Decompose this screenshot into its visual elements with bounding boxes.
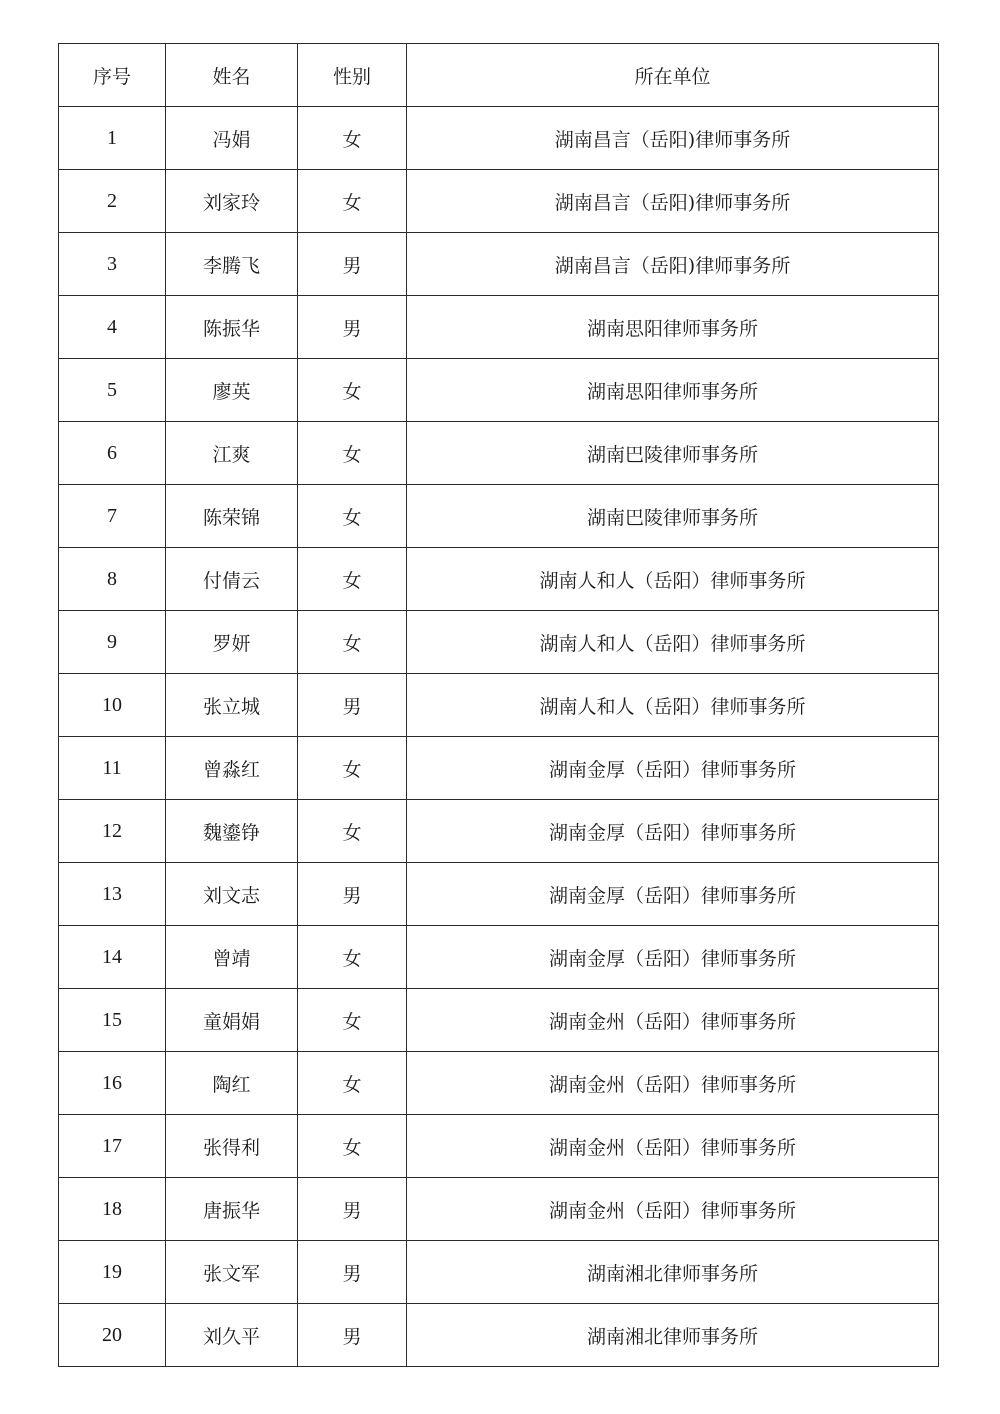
cell-name: 刘家玲 xyxy=(166,170,298,233)
cell-organization: 湖南金州（岳阳）律师事务所 xyxy=(407,1178,939,1241)
table-row xyxy=(59,1115,939,1178)
cell-gender: 男 xyxy=(298,1241,407,1304)
cell-gender: 女 xyxy=(298,359,407,422)
cell-organization: 湖南思阳律师事务所 xyxy=(407,359,939,422)
cell-gender: 男 xyxy=(298,1178,407,1241)
cell-organization: 湖南巴陵律师事务所 xyxy=(407,422,939,485)
cell-index: 2 xyxy=(59,170,166,233)
cell-organization: 湖南湘北律师事务所 xyxy=(407,1304,939,1367)
cell-index: 9 xyxy=(59,611,166,674)
cell-index: 11 xyxy=(59,737,166,800)
cell-gender: 女 xyxy=(298,737,407,800)
cell-organization: 湖南金厚（岳阳）律师事务所 xyxy=(407,737,939,800)
cell-name: 刘文志 xyxy=(166,863,298,926)
cell-gender: 女 xyxy=(298,1052,407,1115)
cell-name: 冯娟 xyxy=(166,107,298,170)
table-row xyxy=(59,1241,939,1304)
cell-name: 陈振华 xyxy=(166,296,298,359)
cell-gender: 女 xyxy=(298,548,407,611)
cell-index: 17 xyxy=(59,1115,166,1178)
cell-gender: 男 xyxy=(298,296,407,359)
cell-name: 罗妍 xyxy=(166,611,298,674)
cell-organization: 湖南人和人（岳阳）律师事务所 xyxy=(407,674,939,737)
table-row xyxy=(59,863,939,926)
cell-gender: 女 xyxy=(298,611,407,674)
cell-index: 15 xyxy=(59,989,166,1052)
cell-name: 曾淼红 xyxy=(166,737,298,800)
cell-name: 唐振华 xyxy=(166,1178,298,1241)
table-row xyxy=(59,107,939,170)
cell-gender: 男 xyxy=(298,1304,407,1367)
table-row xyxy=(59,989,939,1052)
table-row xyxy=(59,800,939,863)
cell-gender: 女 xyxy=(298,422,407,485)
cell-name: 陈荣锦 xyxy=(166,485,298,548)
cell-organization: 湖南人和人（岳阳）律师事务所 xyxy=(407,611,939,674)
header-gender: 性别 xyxy=(298,44,407,107)
header-index: 序号 xyxy=(59,44,166,107)
table-row xyxy=(59,422,939,485)
cell-organization: 湖南昌言（岳阳)律师事务所 xyxy=(407,170,939,233)
cell-name: 曾靖 xyxy=(166,926,298,989)
table-body xyxy=(59,107,939,1367)
table-row xyxy=(59,674,939,737)
cell-index: 5 xyxy=(59,359,166,422)
cell-index: 13 xyxy=(59,863,166,926)
table-row xyxy=(59,1052,939,1115)
cell-name: 付倩云 xyxy=(166,548,298,611)
header-name: 姓名 xyxy=(166,44,298,107)
table-row xyxy=(59,737,939,800)
cell-index: 19 xyxy=(59,1241,166,1304)
cell-organization: 湖南金州（岳阳）律师事务所 xyxy=(407,1052,939,1115)
table-header-row xyxy=(59,44,939,107)
cell-index: 12 xyxy=(59,800,166,863)
cell-organization: 湖南金州（岳阳）律师事务所 xyxy=(407,1115,939,1178)
table-row xyxy=(59,1178,939,1241)
cell-index: 18 xyxy=(59,1178,166,1241)
cell-name: 江爽 xyxy=(166,422,298,485)
cell-index: 16 xyxy=(59,1052,166,1115)
cell-index: 8 xyxy=(59,548,166,611)
cell-name: 张立城 xyxy=(166,674,298,737)
roster-table xyxy=(58,43,939,1367)
cell-organization: 湖南思阳律师事务所 xyxy=(407,296,939,359)
cell-gender: 男 xyxy=(298,863,407,926)
cell-organization: 湖南金厚（岳阳）律师事务所 xyxy=(407,926,939,989)
cell-organization: 湖南昌言（岳阳)律师事务所 xyxy=(407,233,939,296)
cell-organization: 湖南昌言（岳阳)律师事务所 xyxy=(407,107,939,170)
table-row xyxy=(59,170,939,233)
table-row xyxy=(59,485,939,548)
table-row xyxy=(59,359,939,422)
cell-index: 1 xyxy=(59,107,166,170)
cell-index: 4 xyxy=(59,296,166,359)
cell-name: 陶红 xyxy=(166,1052,298,1115)
cell-gender: 女 xyxy=(298,485,407,548)
cell-name: 刘久平 xyxy=(166,1304,298,1367)
cell-gender: 女 xyxy=(298,800,407,863)
cell-gender: 女 xyxy=(298,107,407,170)
cell-name: 张文军 xyxy=(166,1241,298,1304)
table-row xyxy=(59,296,939,359)
cell-index: 14 xyxy=(59,926,166,989)
table-row xyxy=(59,1304,939,1367)
cell-organization: 湖南金州（岳阳）律师事务所 xyxy=(407,989,939,1052)
cell-organization: 湖南湘北律师事务所 xyxy=(407,1241,939,1304)
cell-organization: 湖南人和人（岳阳）律师事务所 xyxy=(407,548,939,611)
cell-organization: 湖南金厚（岳阳）律师事务所 xyxy=(407,863,939,926)
table-row xyxy=(59,926,939,989)
cell-index: 7 xyxy=(59,485,166,548)
cell-gender: 男 xyxy=(298,233,407,296)
cell-name: 魏鎏铮 xyxy=(166,800,298,863)
cell-gender: 女 xyxy=(298,989,407,1052)
cell-gender: 女 xyxy=(298,1115,407,1178)
cell-name: 童娟娟 xyxy=(166,989,298,1052)
cell-gender: 男 xyxy=(298,674,407,737)
header-organization: 所在单位 xyxy=(407,44,939,107)
cell-index: 6 xyxy=(59,422,166,485)
cell-organization: 湖南金厚（岳阳）律师事务所 xyxy=(407,800,939,863)
cell-gender: 女 xyxy=(298,170,407,233)
cell-name: 张得利 xyxy=(166,1115,298,1178)
table-row xyxy=(59,548,939,611)
cell-name: 李腾飞 xyxy=(166,233,298,296)
cell-index: 10 xyxy=(59,674,166,737)
cell-organization: 湖南巴陵律师事务所 xyxy=(407,485,939,548)
table-row xyxy=(59,233,939,296)
cell-index: 3 xyxy=(59,233,166,296)
cell-gender: 女 xyxy=(298,926,407,989)
cell-index: 20 xyxy=(59,1304,166,1367)
cell-name: 廖英 xyxy=(166,359,298,422)
table-row xyxy=(59,611,939,674)
